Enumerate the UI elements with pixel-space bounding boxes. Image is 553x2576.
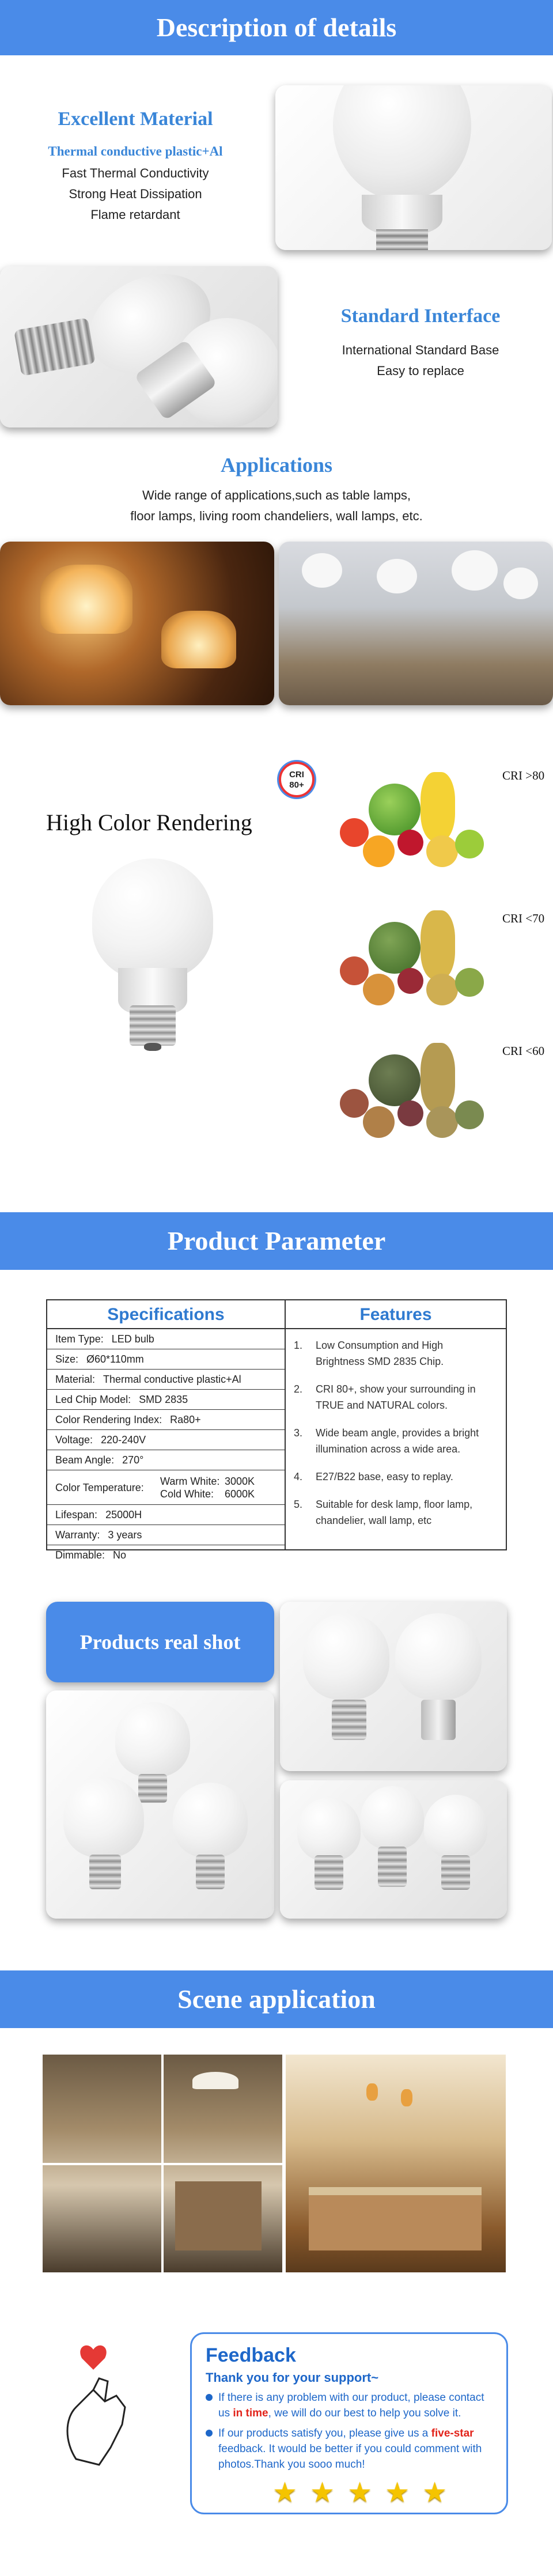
feature-text: CRI 80+, show your surrounding in TRUE and NATURAL colors. [316, 1383, 476, 1411]
spec-row [47, 1450, 285, 1470]
pear-shape [426, 1106, 458, 1138]
real-shot-two-bulbs [280, 1602, 507, 1771]
spec-label: Beam Angle: [55, 1454, 115, 1466]
cold-value: 6000K [225, 1488, 255, 1500]
orange-shape [363, 835, 395, 867]
spec-label: Material: [55, 1374, 96, 1385]
lamp-shade-shape [40, 565, 132, 634]
spec-value: No [113, 1549, 127, 1561]
feature-item [294, 1337, 494, 1370]
banana-shape [421, 1043, 455, 1112]
scene-kitchen-photo [286, 2055, 506, 2272]
fruit-group-cri60 [334, 1031, 495, 1147]
applications-line: Wide range of applications,such as table lamps, [142, 488, 411, 502]
spec-row [47, 1349, 285, 1370]
material-line: Strong Heat Dissipation [69, 187, 202, 201]
features-header: Features [286, 1300, 506, 1329]
feedback-text: If our products satisfy you, please give us a [218, 2427, 431, 2439]
cri-label-60: CRI <60 [502, 1044, 545, 1058]
star-icon: ★ [310, 2477, 335, 2508]
lime-shape [455, 968, 484, 997]
feature-number: 4. [294, 1471, 303, 1482]
feature-item [294, 1381, 494, 1413]
feedback-highlight: in time [233, 2407, 268, 2419]
spec-value: 3 years [108, 1529, 142, 1541]
melon-shape [369, 784, 421, 835]
spec-value: SMD 2835 [139, 1394, 188, 1405]
feedback-text: , we will do our best to help you solve it. [268, 2407, 461, 2419]
pendant-lamp-shape [366, 2083, 378, 2101]
feature-text: Wide beam angle, provides a bright illumination across a wide area. [316, 1427, 479, 1455]
bulb-glass-shape [92, 858, 213, 979]
spec-label: Lifespan: [55, 1509, 98, 1520]
interface-features [300, 340, 541, 381]
orange-shape [363, 1106, 395, 1138]
five-star-rating [272, 2479, 447, 2507]
apple-shape [340, 818, 369, 847]
apple-shape [340, 1089, 369, 1118]
spec-label: Dimmable: [55, 1549, 105, 1561]
bulb-base-shape [130, 1005, 176, 1046]
spec-label: Voltage: [55, 1434, 93, 1446]
feedback-text: feedback. It would be better if you could comment with photos.Thank you sooo much! [218, 2443, 482, 2471]
bulb-base-shape [376, 229, 428, 250]
spec-row [47, 1545, 285, 1565]
spec-row [47, 1505, 285, 1525]
cri-label-70: CRI <70 [502, 911, 545, 925]
interface-line: International Standard Base [342, 343, 499, 357]
star-icon: ★ [347, 2477, 373, 2508]
pear-shape [426, 974, 458, 1005]
feedback-point [206, 2426, 493, 2472]
bulb-tip-shape [144, 1043, 161, 1051]
spec-value: Thermal conductive plastic+Al [103, 1374, 241, 1385]
applications-line: floor lamps, living room chandeliers, wall lamps, etc. [130, 509, 423, 523]
material-title: Excellent Material [58, 108, 213, 130]
feature-number: 1. [294, 1340, 303, 1351]
grape-shape [397, 1100, 423, 1126]
warm-label: Warm White: [160, 1476, 220, 1487]
real-shot-three-bulbs [46, 1690, 274, 1919]
feedback-title: Feedback [206, 2344, 296, 2366]
bulb-base-shape [138, 1774, 167, 1803]
pendant-lamp-shape [302, 553, 342, 588]
spec-value: 220-240V [101, 1434, 146, 1446]
fruit-group-cri70 [334, 899, 495, 1014]
melon-shape [369, 1054, 421, 1106]
banana-shape [421, 772, 455, 841]
bullet-icon [206, 2394, 213, 2401]
star-icon: ★ [272, 2477, 298, 2508]
lamp-shade-shape [161, 611, 236, 668]
applications-title: Applications [220, 453, 333, 476]
spec-value: LED bulb [111, 1333, 154, 1345]
section-banner-scene: Scene application [0, 1970, 553, 2028]
feedback-subtitle: Thank you for your support~ [206, 2370, 379, 2385]
spec-row [47, 1525, 285, 1545]
spec-label: Item Type: [55, 1333, 104, 1345]
bulb-glass-shape [333, 85, 471, 201]
scene-living-room-photo [43, 2055, 282, 2272]
color-temp-values [160, 1475, 255, 1500]
bulb-glass-shape [424, 1795, 487, 1858]
section-banner-parameter: Product Parameter [0, 1212, 553, 1270]
spec-label: Color Rendering Index: [55, 1414, 162, 1425]
bulb-glass-shape [173, 1783, 248, 1858]
wall-lamp-photo [0, 542, 274, 705]
features-list [286, 1329, 506, 1529]
finger-heart-icon [53, 2344, 145, 2471]
spec-header: Specifications [47, 1300, 285, 1329]
interface-title: Standard Interface [340, 305, 501, 327]
bulb-base-shape [196, 1855, 225, 1889]
feature-text: Suitable for desk lamp, floor lamp, chandelier, wall lamp, etc [316, 1499, 473, 1526]
feedback-box [190, 2332, 508, 2514]
feature-text: Low Consumption and High Brightness SMD 2835 Chip. [316, 1340, 444, 1367]
feature-number: 3. [294, 1427, 303, 1439]
orange-shape [363, 974, 395, 1005]
bulb-glass-shape [361, 1786, 424, 1849]
melon-shape [369, 922, 421, 974]
cri-label-80: CRI >80 [502, 769, 545, 782]
feedback-text: If there is any problem with our product, please contact us [218, 2392, 484, 2419]
bulb-base-shape [378, 1847, 407, 1887]
star-icon: ★ [422, 2477, 448, 2508]
section-banner-description: Description of details [0, 0, 553, 55]
interface-line: Easy to replace [377, 364, 464, 378]
cold-label: Cold White: [160, 1488, 214, 1500]
feedback-highlight: five-star [431, 2427, 474, 2439]
spec-label: Led Chip Model: [55, 1394, 131, 1405]
kitchen-island-shape [309, 2187, 482, 2250]
color-rendering-title: High Color Rendering [46, 810, 252, 835]
real-shot-three-bases [280, 1780, 507, 1919]
grape-shape [397, 830, 423, 856]
cri-badge-top: CRI [289, 770, 304, 780]
spec-row-color-temp [47, 1470, 285, 1505]
pendant-lamp-shape [452, 550, 498, 591]
bulb-base-shape [332, 1700, 366, 1740]
bed-shape [175, 2181, 262, 2250]
cri-badge-bottom: 80+ [289, 780, 304, 790]
apple-shape [340, 956, 369, 985]
b22-base-shape [421, 1700, 456, 1740]
grape-shape [397, 968, 423, 994]
e27-base-shape [14, 317, 96, 376]
spec-row [47, 1430, 285, 1450]
spec-value: Ra80+ [170, 1414, 201, 1425]
features-column [286, 1300, 506, 1549]
spec-row [47, 1370, 285, 1390]
real-shot-title: Products real shot [46, 1602, 274, 1682]
photo-divider [161, 2055, 164, 2272]
pendant-lamp-shape [503, 568, 538, 599]
spec-row [47, 1410, 285, 1430]
bulb-glass-shape [395, 1613, 482, 1700]
cri-badge [279, 762, 315, 797]
bulb-glass-shape [303, 1613, 389, 1700]
feature-item [294, 1425, 494, 1457]
bulb-glass-shape [63, 1777, 144, 1858]
pendant-lamp-shape [401, 2089, 412, 2106]
bullet-icon [206, 2430, 213, 2437]
bulb-closeup-image [275, 85, 552, 250]
bulb-glass-shape [297, 1798, 361, 1861]
banana-shape [421, 910, 455, 979]
feedback-point [206, 2390, 493, 2421]
feature-number: 2. [294, 1383, 303, 1395]
spec-value: 25000H [105, 1509, 142, 1520]
pear-shape [426, 835, 458, 867]
material-features [23, 163, 248, 225]
fruit-group-cri80 [334, 761, 495, 876]
finger-heart-illustration [53, 2344, 145, 2471]
spec-label: Size: [55, 1353, 79, 1365]
bulb-bases-image [0, 266, 278, 428]
restaurant-photo [279, 542, 553, 705]
feature-item [294, 1496, 494, 1529]
star-icon: ★ [385, 2477, 410, 2508]
lime-shape [455, 1100, 484, 1129]
lime-shape [455, 830, 484, 858]
feature-number: 5. [294, 1499, 303, 1510]
warm-value: 3000K [225, 1476, 255, 1487]
spec-value: Ø60*110mm [86, 1353, 144, 1365]
ceiling-lamp-shape [192, 2072, 238, 2089]
feature-text: E27/B22 base, easy to replay. [316, 1471, 453, 1482]
feature-item [294, 1469, 494, 1485]
applications-text [0, 485, 553, 527]
bulb-base-shape [441, 1855, 470, 1890]
spec-label: Color Temperature: [55, 1482, 144, 1493]
pendant-lamp-shape [377, 559, 417, 593]
spec-row [47, 1390, 285, 1410]
material-line: Flame retardant [90, 207, 180, 222]
bulb-base-shape [89, 1855, 121, 1889]
bulb-base-shape [315, 1855, 343, 1890]
spec-table [46, 1299, 507, 1561]
material-subtitle: Thermal conductive plastic+Al [48, 144, 223, 158]
spec-label: Warranty: [55, 1529, 100, 1541]
spec-column [47, 1300, 286, 1561]
material-line: Fast Thermal Conductivity [62, 166, 209, 180]
spec-row [47, 1329, 285, 1349]
spec-value: 270° [122, 1454, 144, 1466]
bulb-glass-shape [115, 1702, 190, 1777]
